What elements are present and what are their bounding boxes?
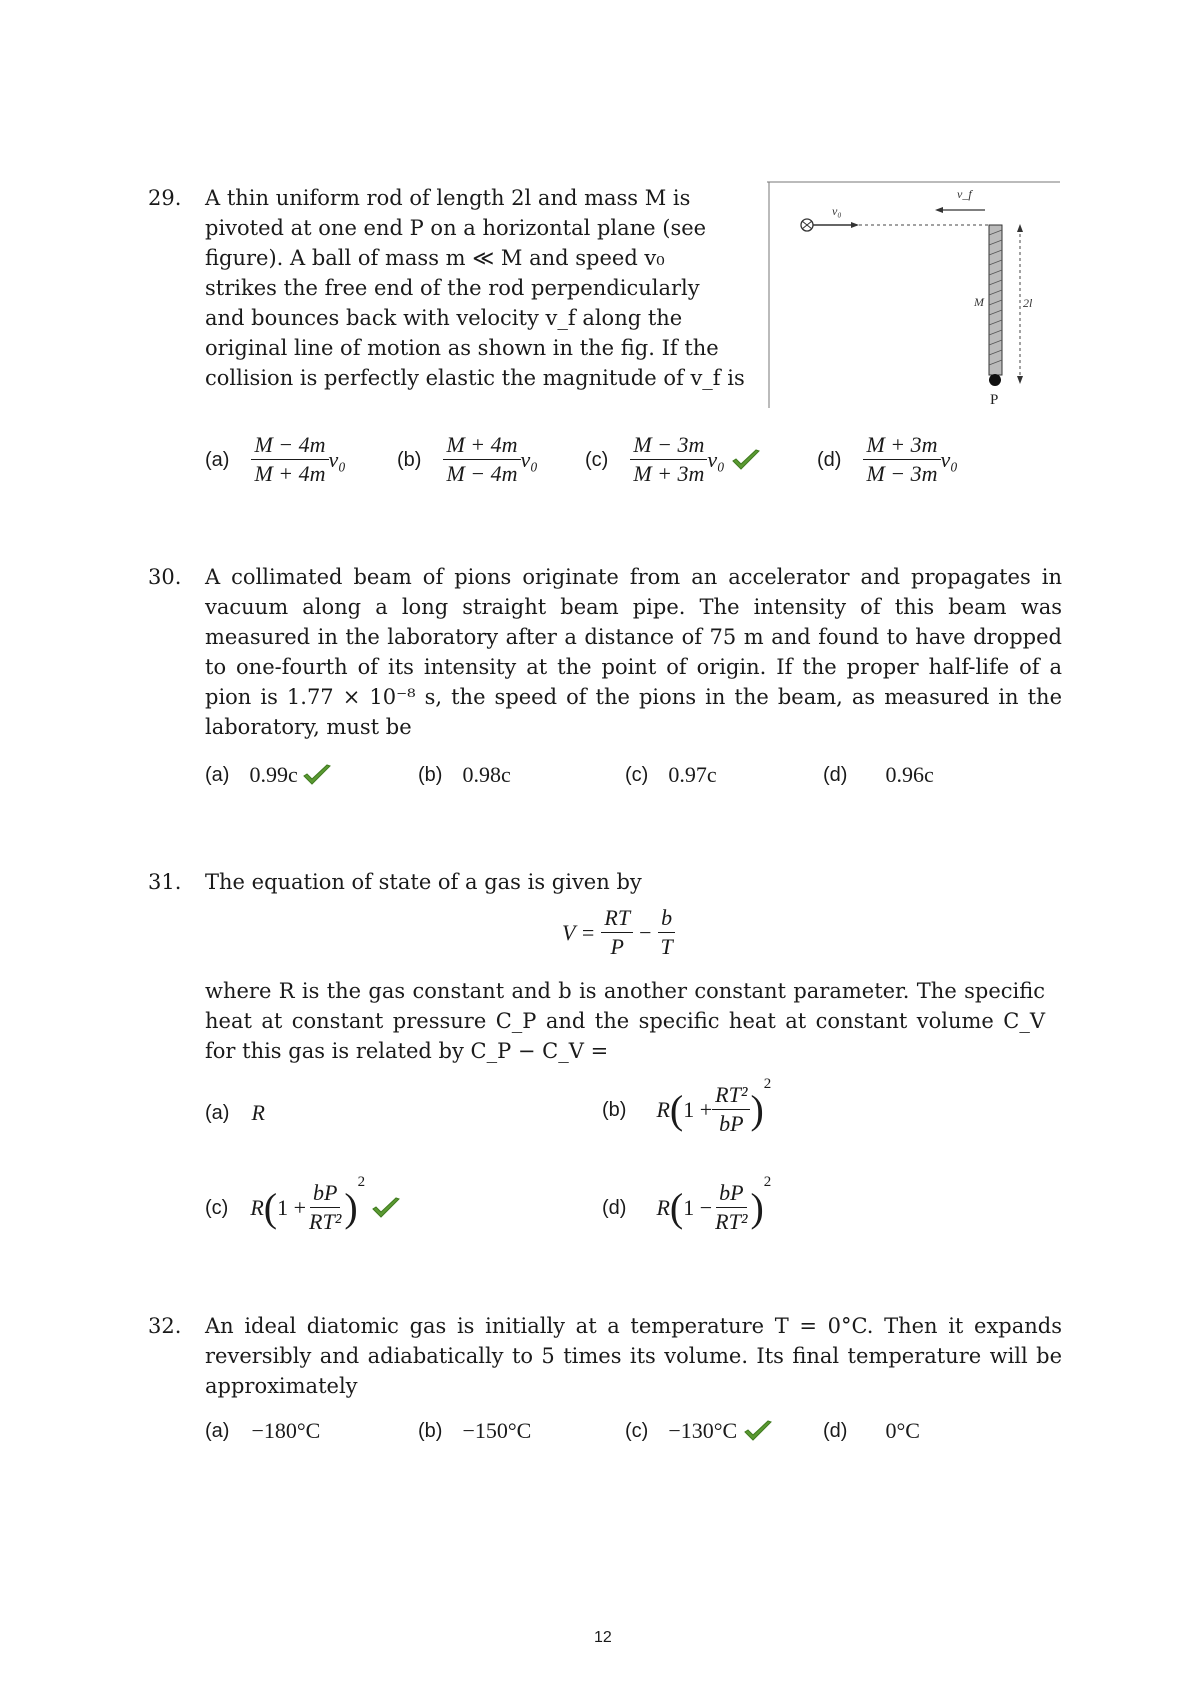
q31-option-c[interactable]: (c) R ( 1 + $\frac{bP}{\text{RT²}}$ ) 2 [205, 1180, 401, 1235]
q31-option-b[interactable]: (b) R ( 1 + $\frac{\text{RT²}}{bP}$ ) 2 [602, 1075, 772, 1136]
page-number: 12 [594, 1629, 612, 1646]
question-30-number: 30. [148, 565, 182, 589]
question-30-text: A collimated beam of pions originate from an accelerator and propagates in vacuum along a long straight beam pipe. The intensity of this beam was measured in the laboratory after a distance of 75 m and found to have dropped to one-fourth of its intensity at the point of origin. If the proper half-life of a pion is 1.77 × 10⁻⁸ s, the speed of the pions in the beam, as measured in the laboratory, must be [205, 565, 1062, 739]
fraction: $\frac{M - 4m}{M + 4m}$ [251, 432, 328, 487]
fraction: $\frac{M - 3m}{M + 3m}$ [630, 432, 707, 487]
question-32-text: An ideal diatomic gas is initially at a temperature T = 0°C. Then it expands reversibly and adiabatically to 5 times its volume. Its final temperature will be approximately [205, 1314, 1062, 1398]
length-label: 2l [1023, 296, 1033, 310]
q31-option-d[interactable]: (d) R ( 1 − $\frac{bP}{\text{RT²}}$ ) 2 [602, 1173, 772, 1234]
question-31-number: 31. [148, 870, 182, 894]
fraction: $\frac{\text{RT²}}{bP}$ [712, 1082, 750, 1137]
question-31-intro: The equation of state of a gas is given by [205, 870, 642, 894]
question-29-number: 29. [148, 186, 182, 210]
q30-option-a[interactable]: (a) 0.99c [205, 760, 332, 790]
q29-option-c[interactable]: (c) $\frac{M - 3m}{M + 3m}$ v₀ [585, 432, 761, 487]
rod-collision-figure [767, 180, 1062, 410]
mass-label: M [974, 295, 984, 309]
q29-option-a[interactable]: (a) $\frac{M - 4m}{M + 4m}$ v₀ [205, 432, 346, 486]
q30-option-b[interactable]: (b) 0.98c [418, 762, 511, 787]
q29-line: original line of motion as shown in the fig. If the [205, 336, 719, 360]
v0-label: v₀ [832, 204, 842, 218]
vf-label: v_f [957, 187, 972, 201]
q29-line: A thin uniform rod of length 2l and mass M is [205, 186, 691, 210]
q31-option-a[interactable]: (a) R [205, 1100, 265, 1125]
correct-check-icon [371, 1196, 401, 1220]
fraction: $\frac{b}{T}$ [658, 905, 676, 960]
correct-check-icon [302, 763, 332, 787]
q30-option-d[interactable]: (d) 0.96c [823, 762, 934, 787]
ball-icon [801, 219, 813, 231]
q29-line: collision is perfectly elastic the magnitude of v_f is [205, 366, 745, 390]
q29-option-d[interactable]: (d) $\frac{M + 3m}{M - 3m}$ v₀ [817, 432, 958, 486]
q32-option-b[interactable]: (b) −150°C [418, 1418, 532, 1443]
fraction: $\frac{RT}{P}$ [601, 905, 633, 960]
question-29-text [205, 183, 745, 393]
fraction: $\frac{bP}{\text{RT²}}$ [309, 1180, 342, 1234]
q32-option-d[interactable]: (d) 0°C [823, 1418, 920, 1443]
correct-check-icon [731, 448, 761, 472]
question-32-number: 32. [148, 1314, 182, 1338]
q29-line: strikes the free end of the rod perpendicularly [205, 276, 700, 300]
pivot-icon [989, 374, 1001, 386]
q29-line: figure). A ball of mass m ≪ M and speed v₀ [205, 246, 665, 270]
fraction: $\frac{M + 4m}{M - 4m}$ [443, 432, 520, 487]
q32-option-a[interactable]: (a) −180°C [205, 1418, 321, 1443]
q29-line: pivoted at one end P on a horizontal plane (see [205, 216, 707, 240]
fraction: $\frac{M + 3m}{M - 3m}$ [863, 432, 940, 487]
correct-check-icon [743, 1419, 773, 1443]
q29-option-b[interactable]: (b) $\frac{M + 4m}{M - 4m}$ v₀ [397, 432, 538, 486]
fraction: $\frac{bP}{\text{RT²}}$ [715, 1180, 748, 1234]
rod-figure-svg [767, 180, 1062, 410]
q32-option-c[interactable]: (c) −130°C [625, 1416, 773, 1446]
q29-line: and bounces back with velocity v_f along the [205, 306, 683, 330]
q30-option-c[interactable]: (c) 0.97c [625, 762, 717, 787]
q31-equation: V = $\frac{RT}{P}$ − $\frac{b}{T}$ [562, 905, 676, 960]
pivot-label: P [990, 392, 999, 408]
question-31-text: where R is the gas constant and b is another constant parameter. The specific heat at constant pressure C_P and the specific heat at constant volume C_V for this gas is related by C_P − C_V = [205, 979, 1045, 1063]
